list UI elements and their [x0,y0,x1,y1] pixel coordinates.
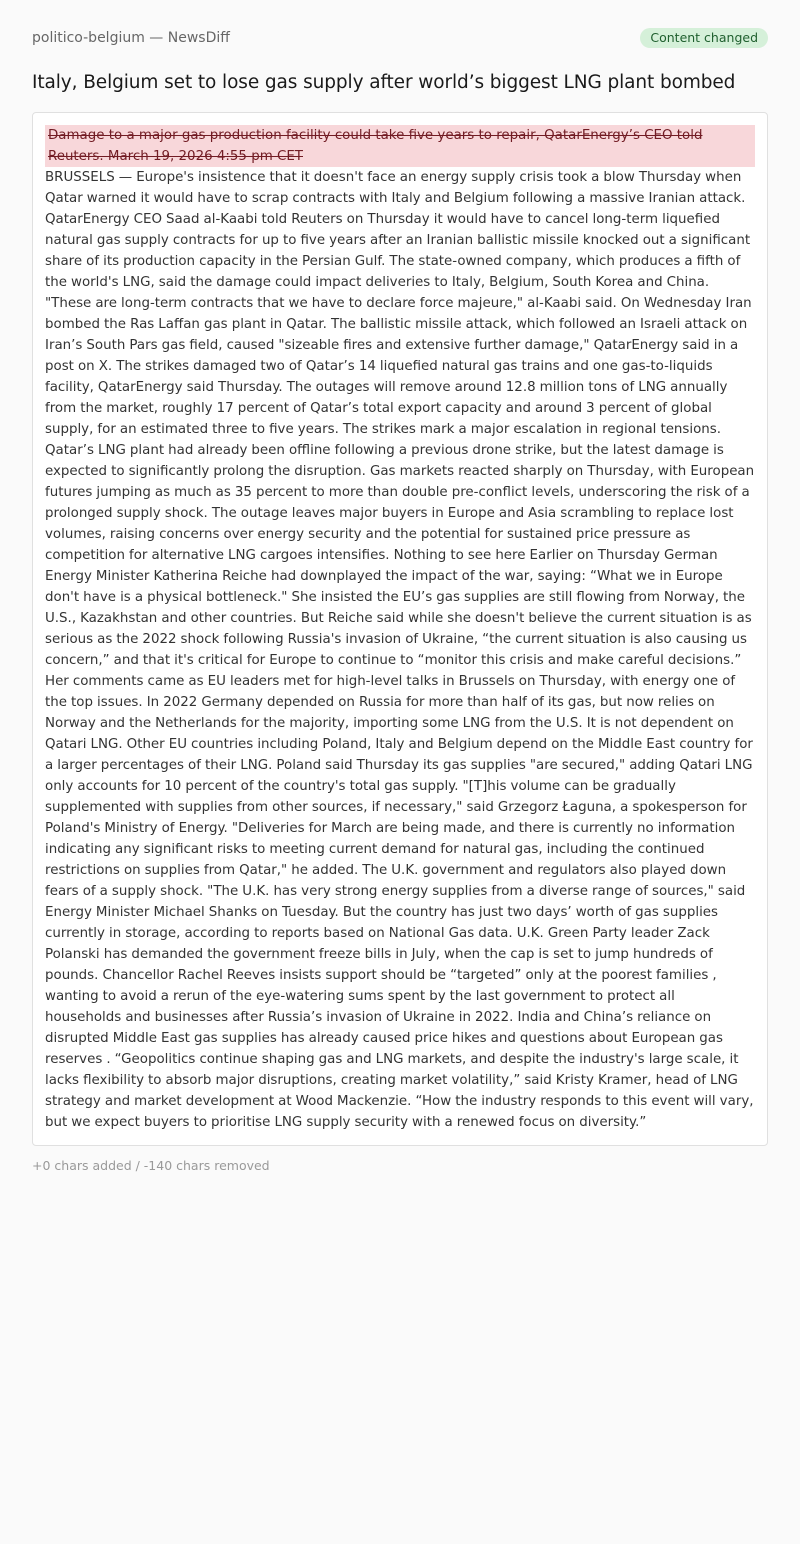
removed-text: Damage to a major gas production facility could take five years to repair, QatarEnergy’s CEO told Reuters. March 19, 2026 4:55 pm CET [45,125,755,167]
status-badge: Content changed [640,28,768,48]
diff-card [32,112,768,1146]
diff-stats: +0 chars added / -140 chars removed [32,1158,270,1173]
article-body: BRUSSELS — Europe's insistence that it doesn't face an energy supply crisis took a blow Thursday when Qatar warned it would have to scrap contracts with Italy and Belgium following a massive Iranian attack. QatarEnergy CEO Saad al-Kaabi told Reuters on Thursday it would have to cancel long-term liquefied natural gas supply contracts for up to five years after an Iranian ballistic missile knocked out a significant share of its production capacity in the Persian Gulf. The state-owned company, which produces a fifth of the world's LNG, said the damage could impact deliveries to Italy, Belgium, South Korea and China. "These are long-term contracts that we have to declare force majeure," al-Kaabi said. On Wednesday Iran bombed the Ras Laffan gas plant in Qatar. The ballistic missile attack, which followed an Israeli attack on Iran’s South Pars gas field, caused "sizeable fires and extensive further damage," QatarEnergy said in a post on X. The strikes damaged two of Qatar’s 14 liquefied natural gas trains and one gas-to-liquids facility, QatarEnergy said Thursday. The outages will remove around 12.8 million tons of LNG annually from the market, roughly 17 percent of Qatar’s total export capacity and around 3 percent of global supply, for an estimated three to five years. The strikes mark a major escalation in regional tensions. Qatar’s LNG plant had already been offline following a previous drone strike, but the latest damage is expected to significantly prolong the disruption. Gas markets reacted sharply on Thursday, with European futures jumping as much as 35 percent to more than double pre-conflict levels, underscoring the risk of a prolonged supply shock. The outage leaves major buyers in Europe and Asia scrambling to replace lost volumes, raising concerns over energy security and the potential for sustained price pressure as competition for alternative LNG cargoes intensifies. Nothing to see here Earlier on Thursday German Energy Minister Katherina Reiche had downplayed the impact of the war, saying: “What we in Europe don't have is a physical bottleneck." She insisted the EU’s gas supplies are still flowing from Norway, the U.S., Kazakhstan and other countries. But Reiche said while she doesn't believe the current situation is as serious as the 2022 shock following Russia's invasion of Ukraine, “the current situation is also causing us concern,” and that it's critical for Europe to continue to “monitor this crisis and make careful decisions.” Her comments came as EU leaders met for high-level talks in Brussels on Thursday, with energy one of the top issues. In 2022 Germany depended on Russia for more than half of its gas, but now relies on Norway and the Netherlands for the majority, importing some LNG from the U.S. It is not dependent on Qatari LNG. Other EU countries including Poland, Italy and Belgium depend on the Middle East country for a larger percentages of their LNG. Poland said Thursday its gas supplies "are secured," adding Qatari LNG only accounts for 10 percent of the country's total gas supply. "[T]his volume can be gradually supplemented with supplies from other sources, if necessary," said Grzegorz Łaguna, a spokesperson for Poland's Ministry of Energy. "Deliveries for March are being made, and there is currently no information indicating any significant risks to meeting current demand for natural gas, including the continued restrictions on supplies from Qatar," he added. The U.K. government and regulators also played down fears of a supply shock. "The U.K. has very strong energy supplies from a diverse range of sources," said Energy Minister Michael Shanks on Tuesday. But the country has just two days’ worth of gas supplies currently in storage, according to reports based on National Gas data. U.K. Green Party leader Zack Polanski has demanded the government freeze bills in July, when the cap is set to jump hundreds of pounds. Chancellor Rachel Reeves insists support should be “targeted” only at the poorest families , wanting to avoid a rerun of the eye-watering sums spent by the last government to protect all households and businesses after Russia’s invasion of Ukraine in 2022. India and China’s reliance on disrupted Middle East gas supplies has already caused price hikes and questions about European gas reserves . “Geopolitics continue shaping gas and LNG markets, and despite the industry's large scale, it lacks flexibility to absorb major disruptions, creating market volatility,” said Kristy Kramer, head of LNG strategy and market development at Wood Mackenzie. “How the industry responds to this event will vary, but we expect buyers to prioritise LNG supply security with a renewed focus on diversity.” [45,170,755,1130]
top-bar [32,26,768,50]
article-title: Italy, Belgium set to lose gas supply after world’s biggest LNG plant bombed [32,72,736,93]
source-label: politico-belgium — NewsDiff [32,30,230,46]
